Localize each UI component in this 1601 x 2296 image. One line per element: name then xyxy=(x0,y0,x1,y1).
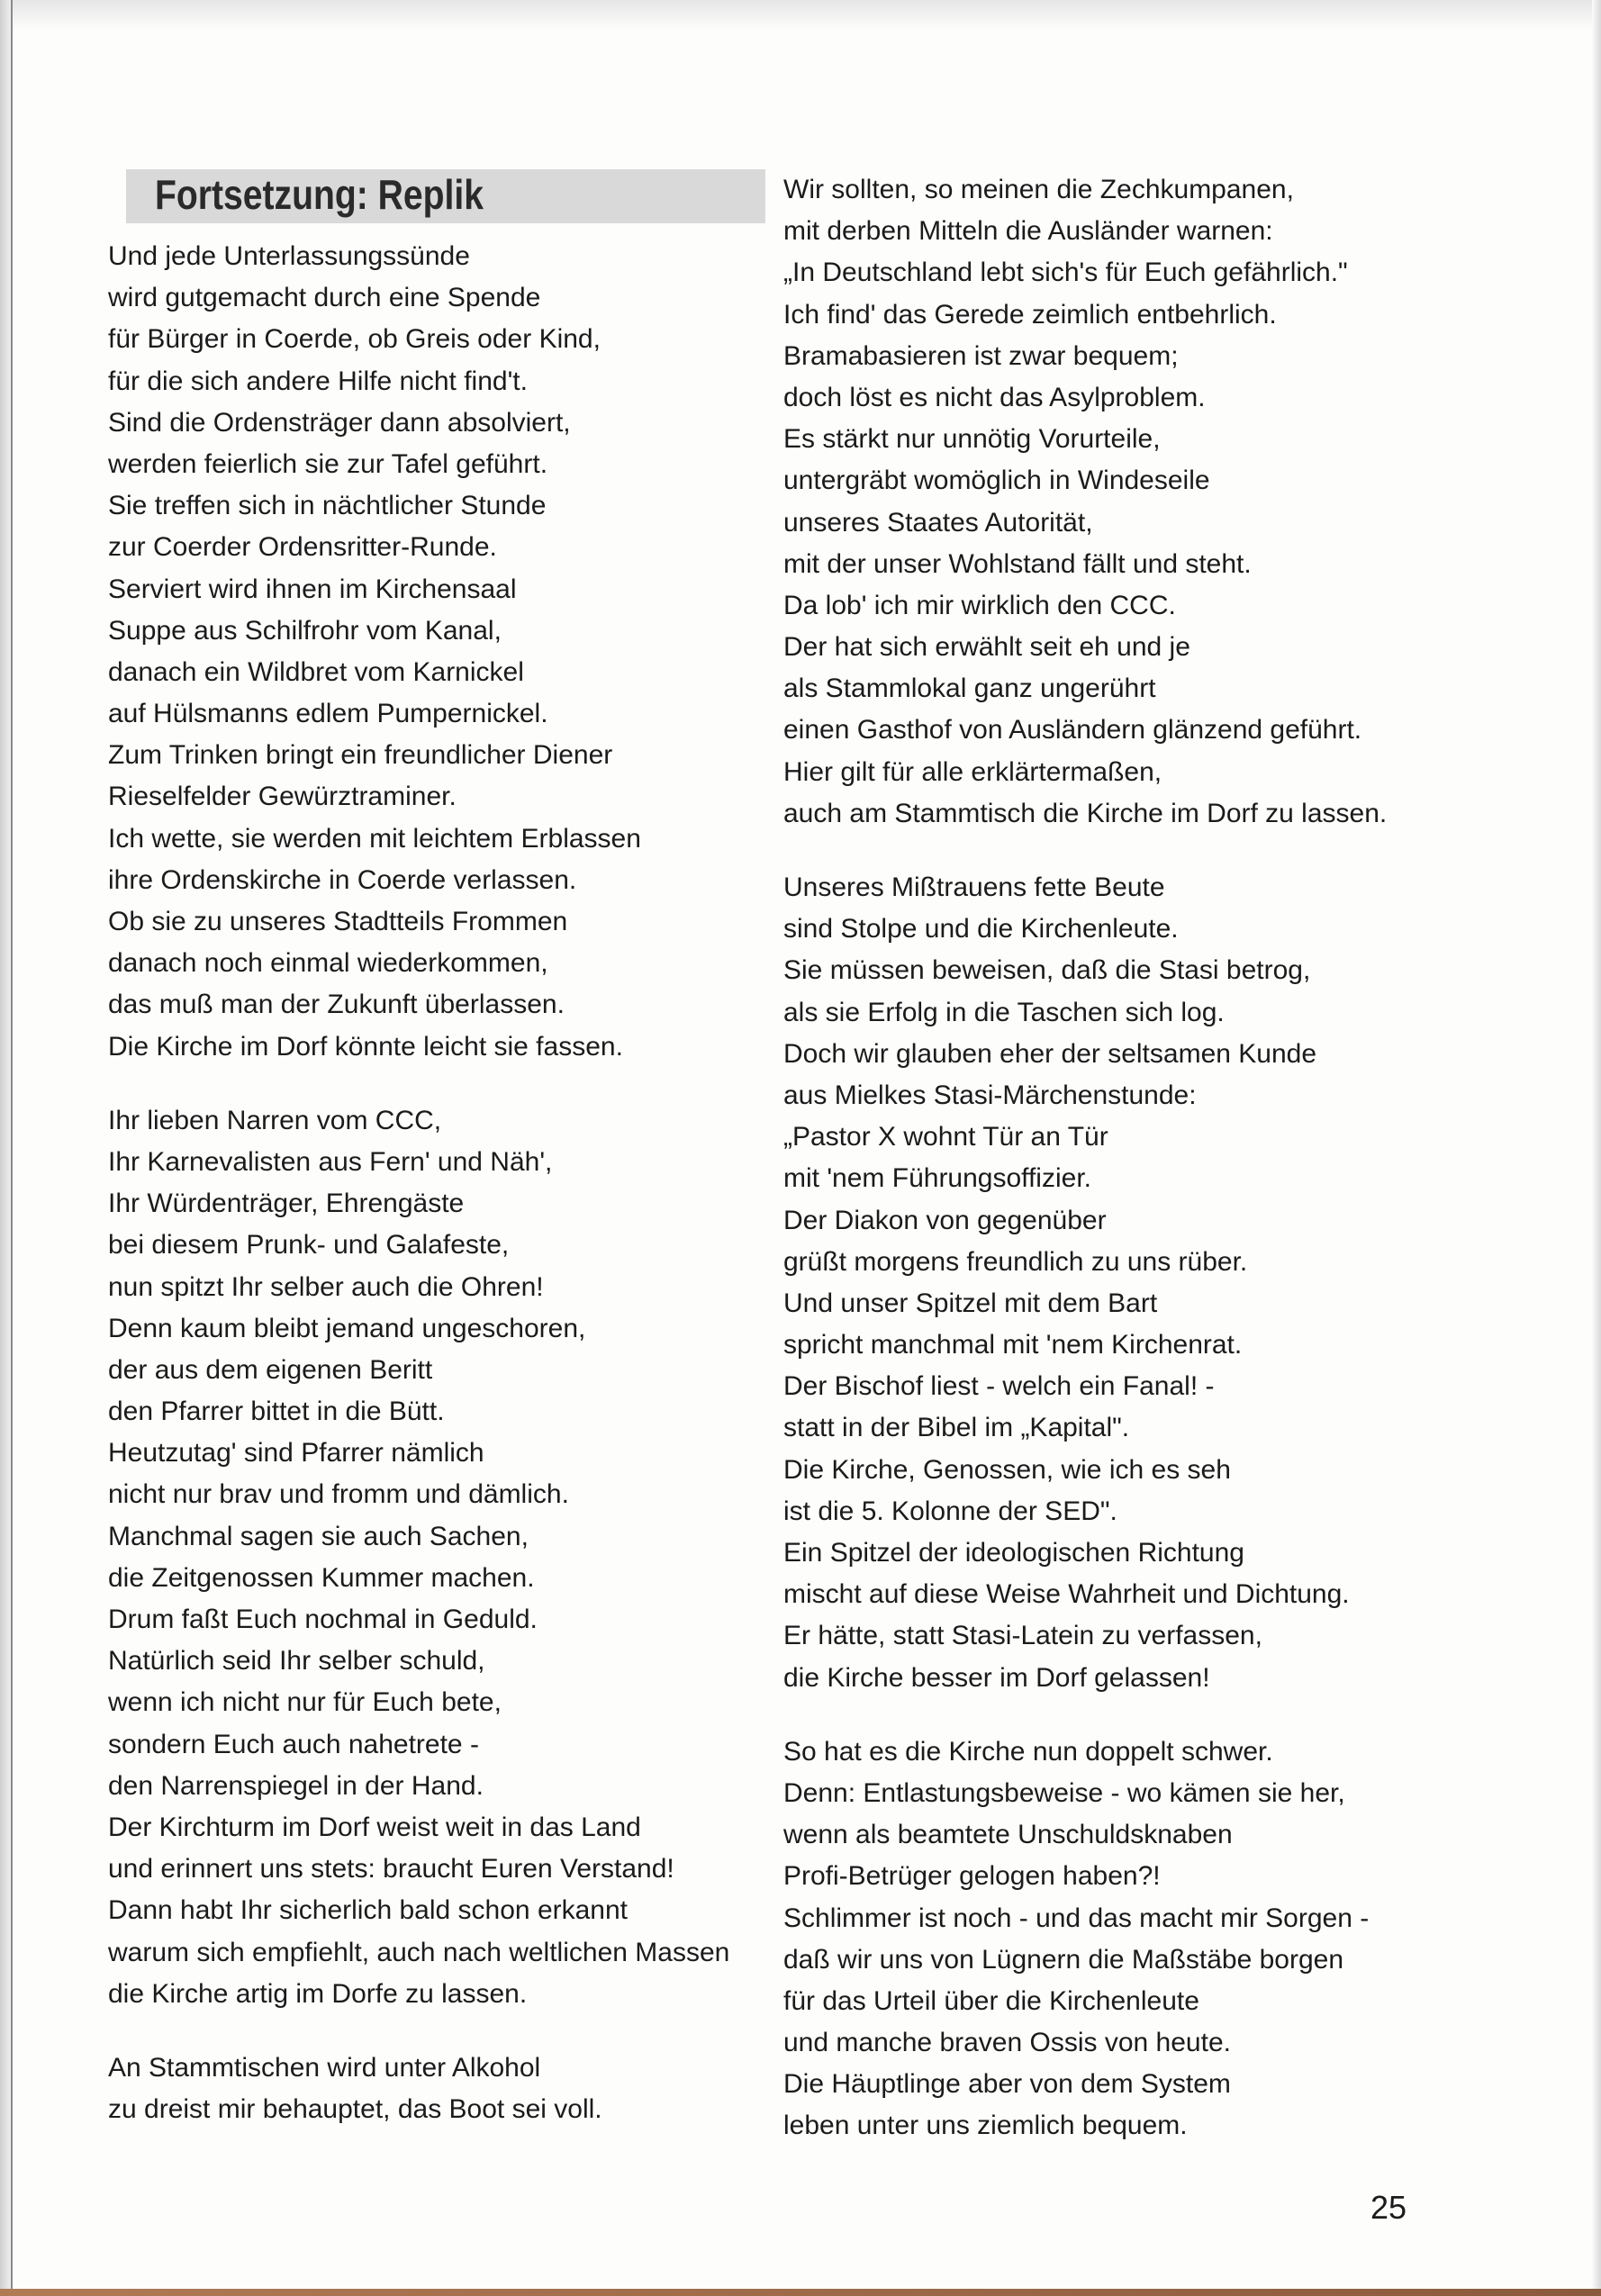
page-title: Fortsetzung: Replik xyxy=(155,171,484,218)
poem-line: Der Bischof liest - welch ein Fanal! - xyxy=(783,1371,1215,1402)
poem-line: werden feierlich sie zur Tafel geführt. xyxy=(108,448,548,479)
poem-line: auch am Stammtisch die Kirche im Dorf zu lassen. xyxy=(783,798,1388,828)
poem-line: Der hat sich erwählt seit eh und je xyxy=(783,632,1190,663)
poem-line: warum sich empfiehlt, auch nach weltlichen Massen xyxy=(108,1937,730,1967)
poem-line: leben unter uns ziemlich bequem. xyxy=(783,2111,1188,2141)
page-bottom-edge xyxy=(0,2289,1601,2296)
poem-line: Und jede Unterlassungssünde xyxy=(108,241,470,271)
poem-line: Zum Trinken bringt ein freundlicher Diener xyxy=(108,740,613,771)
poem-line: sind Stolpe und die Kirchenleute. xyxy=(783,914,1179,945)
poem-line: Ihr lieben Narren vom CCC, xyxy=(108,1105,442,1135)
poem-line: grüßt morgens freundlich zu uns rüber. xyxy=(783,1246,1248,1277)
poem-line: Doch wir glauben eher der seltsamen Kunde xyxy=(783,1038,1317,1069)
poem-line: Ich find' das Gerede zeimlich entbehrlich. xyxy=(783,299,1277,330)
poem-line: wenn ich nicht nur für Euch bete, xyxy=(108,1687,502,1718)
poem-line: das muß man der Zukunft überlassen. xyxy=(108,990,565,1020)
page-binding-edge xyxy=(0,0,13,2296)
poem-line: Sind die Ordensträger dann absolviert, xyxy=(108,407,571,438)
poem-line: ihre Ordenskirche in Coerde verlassen. xyxy=(108,864,577,895)
poem-line: So hat es die Kirche nun doppelt schwer. xyxy=(783,1736,1273,1767)
stanza xyxy=(108,2047,756,2130)
poem-line: Da lob' ich mir wirklich den CCC. xyxy=(783,590,1176,620)
poem-line: Suppe aus Schilfrohr vom Kanal, xyxy=(108,615,502,646)
poem-line: Die Häuptlinge aber von dem System xyxy=(783,2069,1231,2100)
poem-line: Ihr Karnevalisten aus Fern' und Näh', xyxy=(108,1146,553,1177)
poem-line: Die Kirche, Genossen, wie ich es seh xyxy=(783,1454,1231,1485)
poem-line: als sie Erfolg in die Taschen sich log. xyxy=(783,997,1225,1027)
poem-line: Und unser Spitzel mit dem Bart xyxy=(783,1288,1158,1318)
poem-line: Drum faßt Euch nochmal in Geduld. xyxy=(108,1604,538,1634)
poem-line: spricht manchmal mit 'nem Kirchenrat. xyxy=(783,1330,1243,1360)
poem-line: mit 'nem Führungsoffizier. xyxy=(783,1163,1091,1194)
stanza xyxy=(108,1100,756,2015)
poem-line: Der Kirchturm im Dorf weist weit in das Land xyxy=(108,1812,641,1842)
poem-line: Hier gilt für alle erklärtermaßen, xyxy=(783,756,1162,787)
poem-line: Wir sollten, so meinen die Zechkumpanen, xyxy=(783,175,1294,204)
poem-line: der aus dem eigenen Beritt xyxy=(108,1354,433,1385)
poem-line: Manchmal sagen sie auch Sachen, xyxy=(108,1521,529,1551)
poem-line: „Pastor X wohnt Tür an Tür xyxy=(783,1122,1108,1153)
poem-line: für Bürger in Coerde, ob Greis oder Kind, xyxy=(108,324,601,355)
poem-line: Denn kaum bleibt jemand ungeschoren, xyxy=(108,1313,586,1343)
poem-line: und manche braven Ossis von heute. xyxy=(783,2028,1231,2058)
poem-line: und erinnert uns stets: braucht Euren Verstand! xyxy=(108,1854,674,1885)
page-top-shadow xyxy=(0,0,1601,31)
poem-line: Ein Spitzel der ideologischen Richtung xyxy=(783,1538,1244,1568)
poem-line: Denn: Entlastungsbeweise - wo kämen sie her, xyxy=(783,1777,1345,1808)
poem-line: danach noch einmal wiederkommen, xyxy=(108,948,548,979)
poem-line: Ihr Würdenträger, Ehrengäste xyxy=(108,1189,465,1219)
poem-line: ist die 5. Kolonne der SED". xyxy=(783,1496,1117,1526)
poem-line: An Stammtischen wird unter Alkohol xyxy=(108,2052,541,2083)
poem-line: Serviert wird ihnen im Kirchensaal xyxy=(108,574,517,604)
poem-line: Er hätte, statt Stasi-Latein zu verfassen, xyxy=(783,1621,1262,1651)
left-column xyxy=(108,236,756,2130)
poem-line: die Kirche besser im Dorf gelassen! xyxy=(783,1662,1210,1693)
page-right-edge xyxy=(1592,0,1601,2296)
poem-line: Schlimmer ist noch - und das macht mir Sorgen - xyxy=(783,1903,1370,1933)
poem-line: doch löst es nicht das Asylproblem. xyxy=(783,382,1206,412)
stanza xyxy=(783,867,1432,1699)
poem-line: auf Hülsmanns edlem Pumpernickel. xyxy=(108,699,548,729)
poem-line: Ob sie zu unseres Stadtteils Frommen xyxy=(108,907,568,936)
poem-line: Rieselfelder Gewürztraminer. xyxy=(108,782,457,812)
poem-line: unseres Staates Autorität, xyxy=(783,507,1093,538)
poem-line: Es stärkt nur unnötig Vorurteile, xyxy=(783,424,1161,455)
poem-line: untergräbt womöglich in Windeseile xyxy=(783,466,1210,496)
poem-line: den Narrenspiegel in der Hand. xyxy=(108,1770,484,1801)
stanza xyxy=(108,236,756,1068)
poem-line: Dann habt Ihr sicherlich bald schon erkannt xyxy=(108,1895,629,1926)
poem-line: Der Diakon von gegenüber xyxy=(783,1205,1107,1235)
poem-line: mit derben Mitteln die Ausländer warnen: xyxy=(783,216,1273,247)
poem-line: daß wir uns von Lügnern die Maßstäbe borgen xyxy=(783,1944,1344,1975)
poem-line: Ich wette, sie werden mit leichtem Erblassen xyxy=(108,823,641,854)
poem-line: wenn als beamtete Unschuldsknaben xyxy=(783,1820,1233,1850)
poem-line: danach ein Wildbret vom Karnickel xyxy=(108,656,524,687)
poem-line: einen Gasthof von Ausländern glänzend geführt. xyxy=(783,715,1362,746)
page-number: 25 xyxy=(1370,2189,1407,2226)
poem-line: Natürlich seid Ihr selber schuld, xyxy=(108,1646,485,1677)
poem-line: mit der unser Wohlstand fällt und steht. xyxy=(783,548,1252,579)
poem-line: Profi-Betrüger gelogen haben?! xyxy=(783,1861,1161,1892)
right-column xyxy=(783,169,1432,2147)
poem-line: mischt auf diese Weise Wahrheit und Dichtung. xyxy=(783,1579,1350,1610)
poem-line: „In Deutschland lebt sich's für Euch gefährlich." xyxy=(783,258,1348,288)
poem-line: wird gutgemacht durch eine Spende xyxy=(108,283,541,313)
poem-line: die Zeitgenossen Kummer machen. xyxy=(108,1562,535,1593)
poem-line: Sie müssen beweisen, daß die Stasi betrog, xyxy=(783,955,1311,986)
stanza xyxy=(783,169,1432,835)
poem-line: nicht nur brav und fromm und dämlich. xyxy=(108,1479,569,1510)
poem-line: für das Urteil über die Kirchenleute xyxy=(783,1985,1199,2016)
poem-line: bei diesem Prunk- und Galafeste, xyxy=(108,1230,510,1261)
poem-line: statt in der Bibel im „Kapital". xyxy=(783,1413,1130,1443)
poem-line: Sie treffen sich in nächtlicher Stunde xyxy=(108,491,547,521)
poem-line: Unseres Mißtrauens fette Beute xyxy=(783,872,1165,902)
poem-line: aus Mielkes Stasi-Märchenstunde: xyxy=(783,1080,1197,1110)
poem-line: sondern Euch auch nahetrete - xyxy=(108,1729,479,1759)
poem-line: Bramabasieren ist zwar bequem; xyxy=(783,340,1179,371)
poem-line: den Pfarrer bittet in die Bütt. xyxy=(108,1397,445,1427)
poem-line: als Stammlokal ganz ungerührt xyxy=(783,673,1156,704)
poem-line: zur Coerder Ordensritter-Runde. xyxy=(108,532,497,563)
poem-line: Heutzutag' sind Pfarrer nämlich xyxy=(108,1438,484,1469)
poem-line: zu dreist mir behauptet, das Boot sei voll. xyxy=(108,2094,602,2125)
poem-line: nun spitzt Ihr selber auch die Ohren! xyxy=(108,1271,544,1302)
stanza xyxy=(783,1731,1432,2147)
poem-line: Die Kirche im Dorf könnte leicht sie fassen. xyxy=(108,1031,623,1062)
poem-line: für die sich andere Hilfe nicht find't. xyxy=(108,366,528,396)
poem-line: die Kirche artig im Dorfe zu lassen. xyxy=(108,1978,528,2009)
